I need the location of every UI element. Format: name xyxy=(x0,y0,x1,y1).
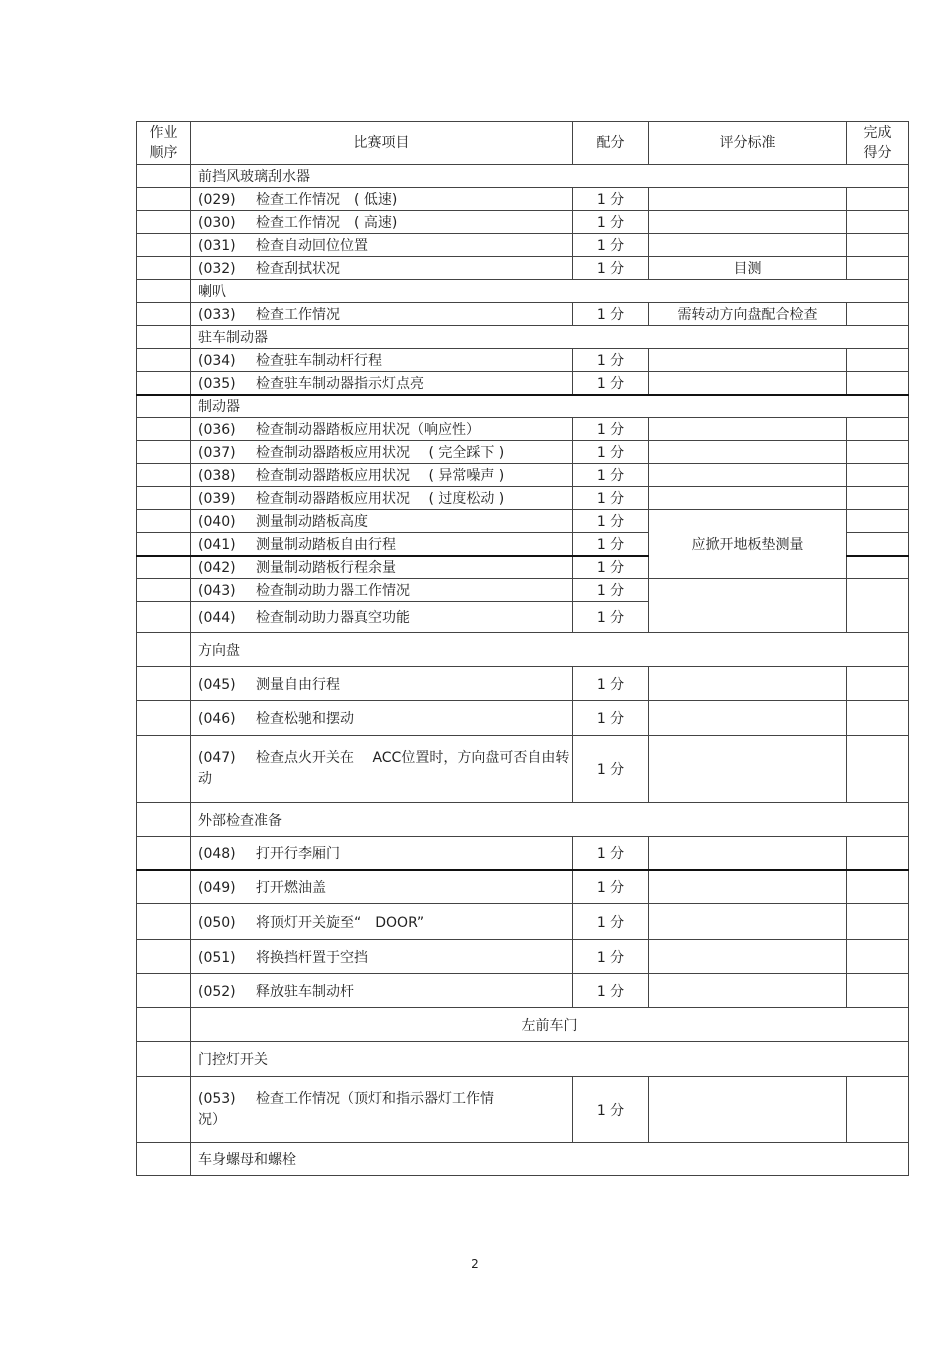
table-row xyxy=(137,579,909,602)
item-points: 1 分 xyxy=(573,303,649,326)
item-text: 检查制动助力器真空功能 xyxy=(256,610,410,626)
item-code: (048) xyxy=(198,845,236,862)
item-code: (038) xyxy=(198,468,236,484)
item-points: 1 分 xyxy=(573,1077,649,1143)
table-row xyxy=(137,211,909,234)
item-text: 测量制动踏板自由行程 xyxy=(256,536,396,553)
item-points: 1 分 xyxy=(573,837,649,870)
item-points: 1 分 xyxy=(573,667,649,701)
section-row xyxy=(137,326,909,349)
item-points: 1 分 xyxy=(573,510,649,533)
section-title: 喇叭 xyxy=(191,280,909,303)
item-points: 1 分 xyxy=(573,188,649,211)
item-code: (032) xyxy=(198,261,236,277)
table-row xyxy=(137,1077,909,1143)
section-title: 方向盘 xyxy=(191,633,909,667)
section-title: 外部检查准备 xyxy=(191,803,909,837)
item-text: 测量制动踏板行程余量 xyxy=(256,560,396,577)
item-code: (031) xyxy=(198,238,236,254)
item-points: 1 分 xyxy=(573,418,649,441)
header-criteria: 评分标准 xyxy=(649,122,847,165)
header-row xyxy=(137,122,909,165)
table-row xyxy=(137,234,909,257)
item-points: 1 分 xyxy=(573,974,649,1008)
section-title: 左前车门 xyxy=(191,1008,909,1042)
item-text: 检查工作情况 xyxy=(256,307,340,323)
item-code: (042) xyxy=(198,560,236,577)
table-row xyxy=(137,487,909,510)
table-row xyxy=(137,349,909,372)
item-points: 1 分 xyxy=(573,441,649,464)
item-code: (041) xyxy=(198,536,236,553)
table-row xyxy=(137,701,909,736)
item-text: 将顶灯开关旋至“ DOOR” xyxy=(256,914,425,931)
page-number: 2 xyxy=(471,1257,479,1271)
item-code: (045) xyxy=(198,676,236,693)
item-criteria: 应掀开地板垫测量 xyxy=(649,510,847,579)
item-points: 1 分 xyxy=(573,464,649,487)
item-text: 将换挡杆置于空挡 xyxy=(256,949,368,966)
item-code: (040) xyxy=(198,514,236,530)
item-code: (050) xyxy=(198,914,236,931)
item-text: 测量制动踏板高度 xyxy=(256,514,368,530)
item-points: 1 分 xyxy=(573,904,649,940)
section-row xyxy=(137,1008,909,1042)
item-code: (035) xyxy=(198,375,236,392)
item-points: 1 分 xyxy=(573,349,649,372)
item-criteria: 需转动方向盘配合检查 xyxy=(649,303,847,326)
item-points: 1 分 xyxy=(573,234,649,257)
section-title: 前挡风玻璃刮水器 xyxy=(191,165,909,188)
item-text: 检查制动器踏板应用状况 ( 完全踩下 ) xyxy=(256,445,505,461)
section-title: 门控灯开关 xyxy=(191,1042,909,1077)
item-points: 1 分 xyxy=(573,487,649,510)
table-row xyxy=(137,736,909,803)
item-text: 检查刮拭状况 xyxy=(256,261,340,277)
item-code: (053) xyxy=(198,1090,236,1107)
item-criteria: 目测 xyxy=(649,257,847,280)
item-points: 1 分 xyxy=(573,211,649,234)
table-row xyxy=(137,667,909,701)
item-code: (052) xyxy=(198,983,236,1000)
table-row xyxy=(137,257,909,280)
item-code: (029) xyxy=(198,192,236,208)
item-code: (039) xyxy=(198,491,236,507)
item-points: 1 分 xyxy=(573,602,649,633)
item-code: (030) xyxy=(198,215,236,231)
header-points: 配分 xyxy=(573,122,649,165)
table-row xyxy=(137,372,909,395)
item-code: (051) xyxy=(198,949,236,966)
item-text: 检查松驰和摆动 xyxy=(256,711,354,727)
table-row xyxy=(137,974,909,1008)
header-order: 作业顺序 xyxy=(137,122,191,165)
section-row xyxy=(137,1143,909,1176)
item-code: (033) xyxy=(198,307,236,323)
section-row xyxy=(137,633,909,667)
item-text: 释放驻车制动杆 xyxy=(256,983,354,1000)
section-row xyxy=(137,395,909,418)
item-text: 打开燃油盖 xyxy=(256,879,326,896)
table-row xyxy=(137,188,909,211)
section-title: 制动器 xyxy=(191,395,909,418)
section-title: 车身螺母和螺栓 xyxy=(191,1143,909,1176)
item-text: 检查制动器踏板应用状况 ( 异常噪声 ) xyxy=(256,468,505,484)
table-row xyxy=(137,303,909,326)
table-row xyxy=(137,870,909,904)
item-text: 检查驻车制动杆行程 xyxy=(256,353,382,369)
table-row xyxy=(137,837,909,870)
table-row xyxy=(137,464,909,487)
item-text: 检查点火开关在 ACC位置时，方向盘可否自由转动 xyxy=(198,750,570,787)
item-code: (036) xyxy=(198,422,236,438)
item-points: 1 分 xyxy=(573,579,649,602)
item-text: 检查工作情况 ( 高速) xyxy=(256,215,398,231)
item-points: 1 分 xyxy=(573,372,649,395)
item-text: 检查自动回位位置 xyxy=(256,238,368,254)
section-row xyxy=(137,803,909,837)
item-text: 打开行李厢门 xyxy=(256,845,340,862)
item-text: 测量自由行程 xyxy=(256,676,340,693)
item-code: (046) xyxy=(198,711,236,727)
item-text: 检查工作情况（顶灯和指示器灯工作情况） xyxy=(198,1090,494,1128)
section-row xyxy=(137,165,909,188)
section-title: 驻车制动器 xyxy=(191,326,909,349)
section-row xyxy=(137,1042,909,1077)
item-points: 1 分 xyxy=(573,257,649,280)
item-code: (049) xyxy=(198,879,236,896)
item-code: (034) xyxy=(198,353,236,369)
table-row xyxy=(137,904,909,940)
item-points: 1 分 xyxy=(573,736,649,803)
item-points: 1 分 xyxy=(573,556,649,579)
table-row xyxy=(137,441,909,464)
item-points: 1 分 xyxy=(573,533,649,556)
item-points: 1 分 xyxy=(573,940,649,974)
item-text: 检查制动器踏板应用状况（响应性） xyxy=(256,422,480,438)
item-points: 1 分 xyxy=(573,870,649,904)
item-text: 检查驻车制动器指示灯点亮 xyxy=(256,375,424,392)
table-row xyxy=(137,418,909,441)
item-text: 检查制动器踏板应用状况 ( 过度松动 ) xyxy=(256,491,505,507)
item-code: (043) xyxy=(198,583,236,599)
header-done: 完成得分 xyxy=(847,122,909,165)
item-text: 检查制动助力器工作情况 xyxy=(256,583,410,599)
item-code: (044) xyxy=(198,610,236,626)
item-points: 1 分 xyxy=(573,701,649,736)
header-item: 比赛项目 xyxy=(191,122,573,165)
item-code: (037) xyxy=(198,445,236,461)
table-row xyxy=(137,510,909,533)
section-row xyxy=(137,280,909,303)
scoring-table xyxy=(136,121,909,1176)
item-code: (047) xyxy=(198,750,236,766)
item-text: 检查工作情况 ( 低速) xyxy=(256,192,398,208)
table-row xyxy=(137,940,909,974)
